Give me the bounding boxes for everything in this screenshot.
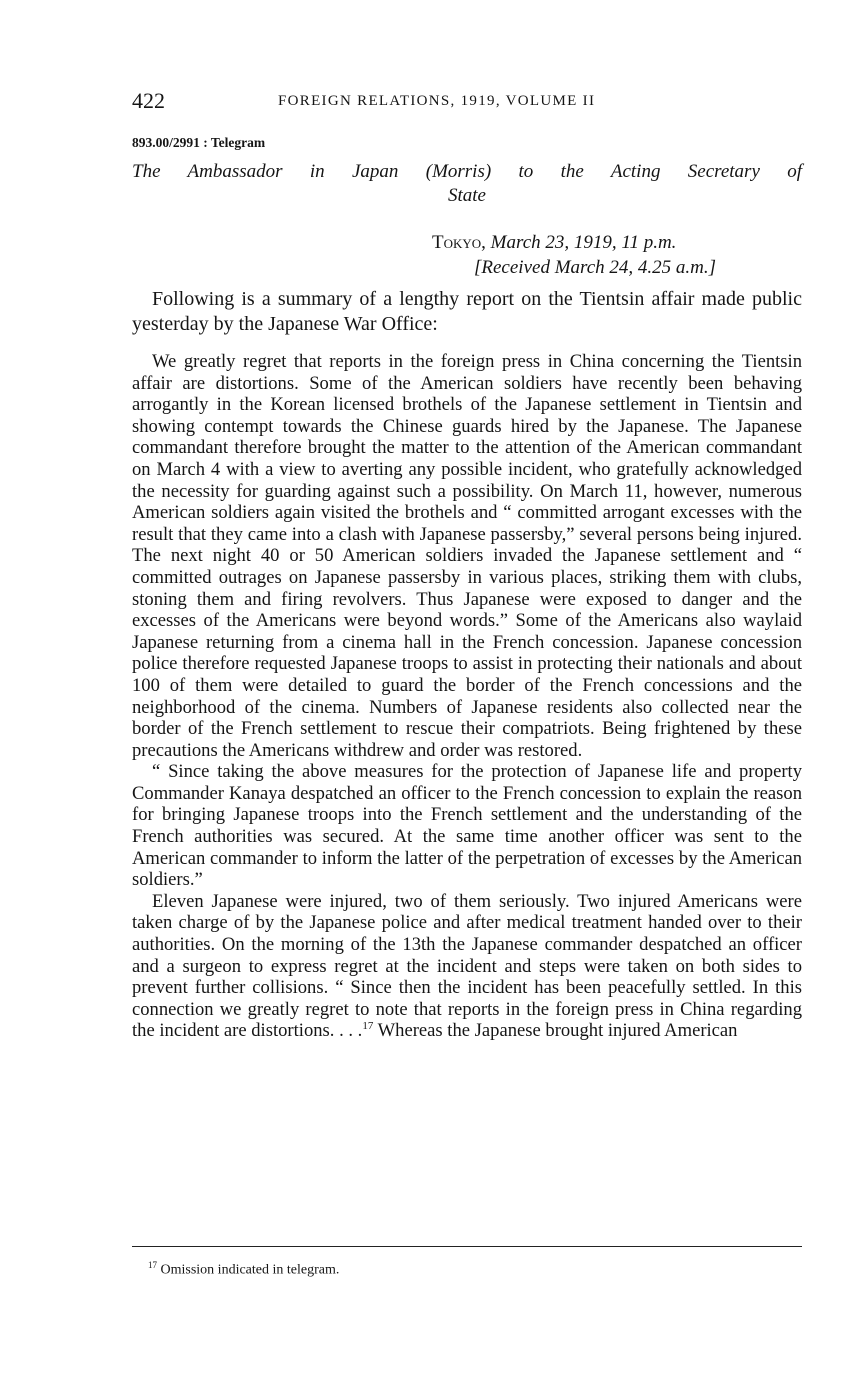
footnote-divider <box>132 1246 802 1247</box>
file-number: 893.00/2991 : Telegram <box>132 135 266 150</box>
intro-paragraph: Following is a summary of a lengthy report on the Tientsin affair made public yesterday by the Japanese War Office: <box>132 288 802 335</box>
dateline <box>432 230 676 255</box>
received-note: [Received March 24, 4.25 a.m.] <box>474 257 717 278</box>
quote-paragraph-1: We greatly regret that reports in the foreign press in China concerning the Tientsin affair are distortions. Some of the American soldiers have recently been behaving arrogantly in the Korean licensed brothels of the Japanese settlement in Tientsin and showing contempt towards the Chinese guards hired by the Japanese. The Japanese commandant therefore brought the matter to the attention of the American commandant on March 4 with a view to averting any possible incident, who gratefully acknowledged the necessity for guarding against such a possibility. On March 11, however, numerous American soldiers again visited the brothels and “ committed arrogant excesses with the result that they came into a clash with Japanese passersby,” several persons being injured. The next night 40 or 50 American soldiers invaded the Japanese settlement and “ committed outrages on Japanese passersby in various places, striking them with clubs, stoning them and firing revolvers. Thus Japanese were exposed to danger and the excesses of the Americans were beyond words.” Some of the Americans also waylaid Japanese returning from a cinema hall in the French concession. Japanese concession police therefore requested Japanese troops to assist in protecting their nationals and about 100 of them were detailed to guard the border of the French concessions and the neighborhood of the cinema. Numbers of Japanese residents also collected near the border of the French settlement to rescue their compatriots. Being frightened by these precautions the Americans withdrew and order was restored. <box>132 351 802 761</box>
quote-paragraph-2: “ Since taking the above measures for the protection of Japanese life and property Commander Kanaya despatched an officer to the French concession to explain the reason for bringing Japanese troops into the French settlement and the understanding of the French authorities was secured. At the same time another officer was sent to the American commander to inform the latter of the perpetration of excesses by the American soldiers.” <box>132 761 802 891</box>
quote-paragraph-3-text: Eleven Japanese were injured, two of them seriously. Two injured Americans were taken charge of by the Japanese police and after medical treatment handed over to their authorities. On the morning of the 13th the Japanese commander despatched an officer and a surgeon to express regret at the incident and steps were taken on both sides to prevent further collisions. “ Since then the incident has been peacefully settled. In this connection we greatly regret to note that reports in the foreign press in China regarding the incident are distortions. . . . <box>132 890 802 1042</box>
footnote-text: Omission indicated in telegram. <box>157 1262 340 1278</box>
quoted-summary <box>132 351 802 1042</box>
running-head: FOREIGN RELATIONS, 1919, VOLUME II <box>278 93 596 109</box>
title-line-1: The Ambassador in Japan (Morris) to the Acting Secretary of <box>132 161 802 182</box>
dateline-date: March 23, 1919, 11 p.m. <box>490 232 677 253</box>
footnote-reference[interactable]: 17 <box>362 1020 374 1033</box>
dateline-place: Tokyo, <box>432 232 486 253</box>
footnote-marker: 17 <box>148 1260 157 1270</box>
footnote <box>148 1260 339 1279</box>
quote-paragraph-3-tail: Whereas the Japanese brought injured American <box>373 1020 738 1042</box>
quote-paragraph-3 <box>132 891 802 1042</box>
page-header <box>132 88 802 118</box>
page-number: 422 <box>132 88 165 113</box>
document-title <box>132 160 802 208</box>
title-line-2: State <box>448 185 486 206</box>
